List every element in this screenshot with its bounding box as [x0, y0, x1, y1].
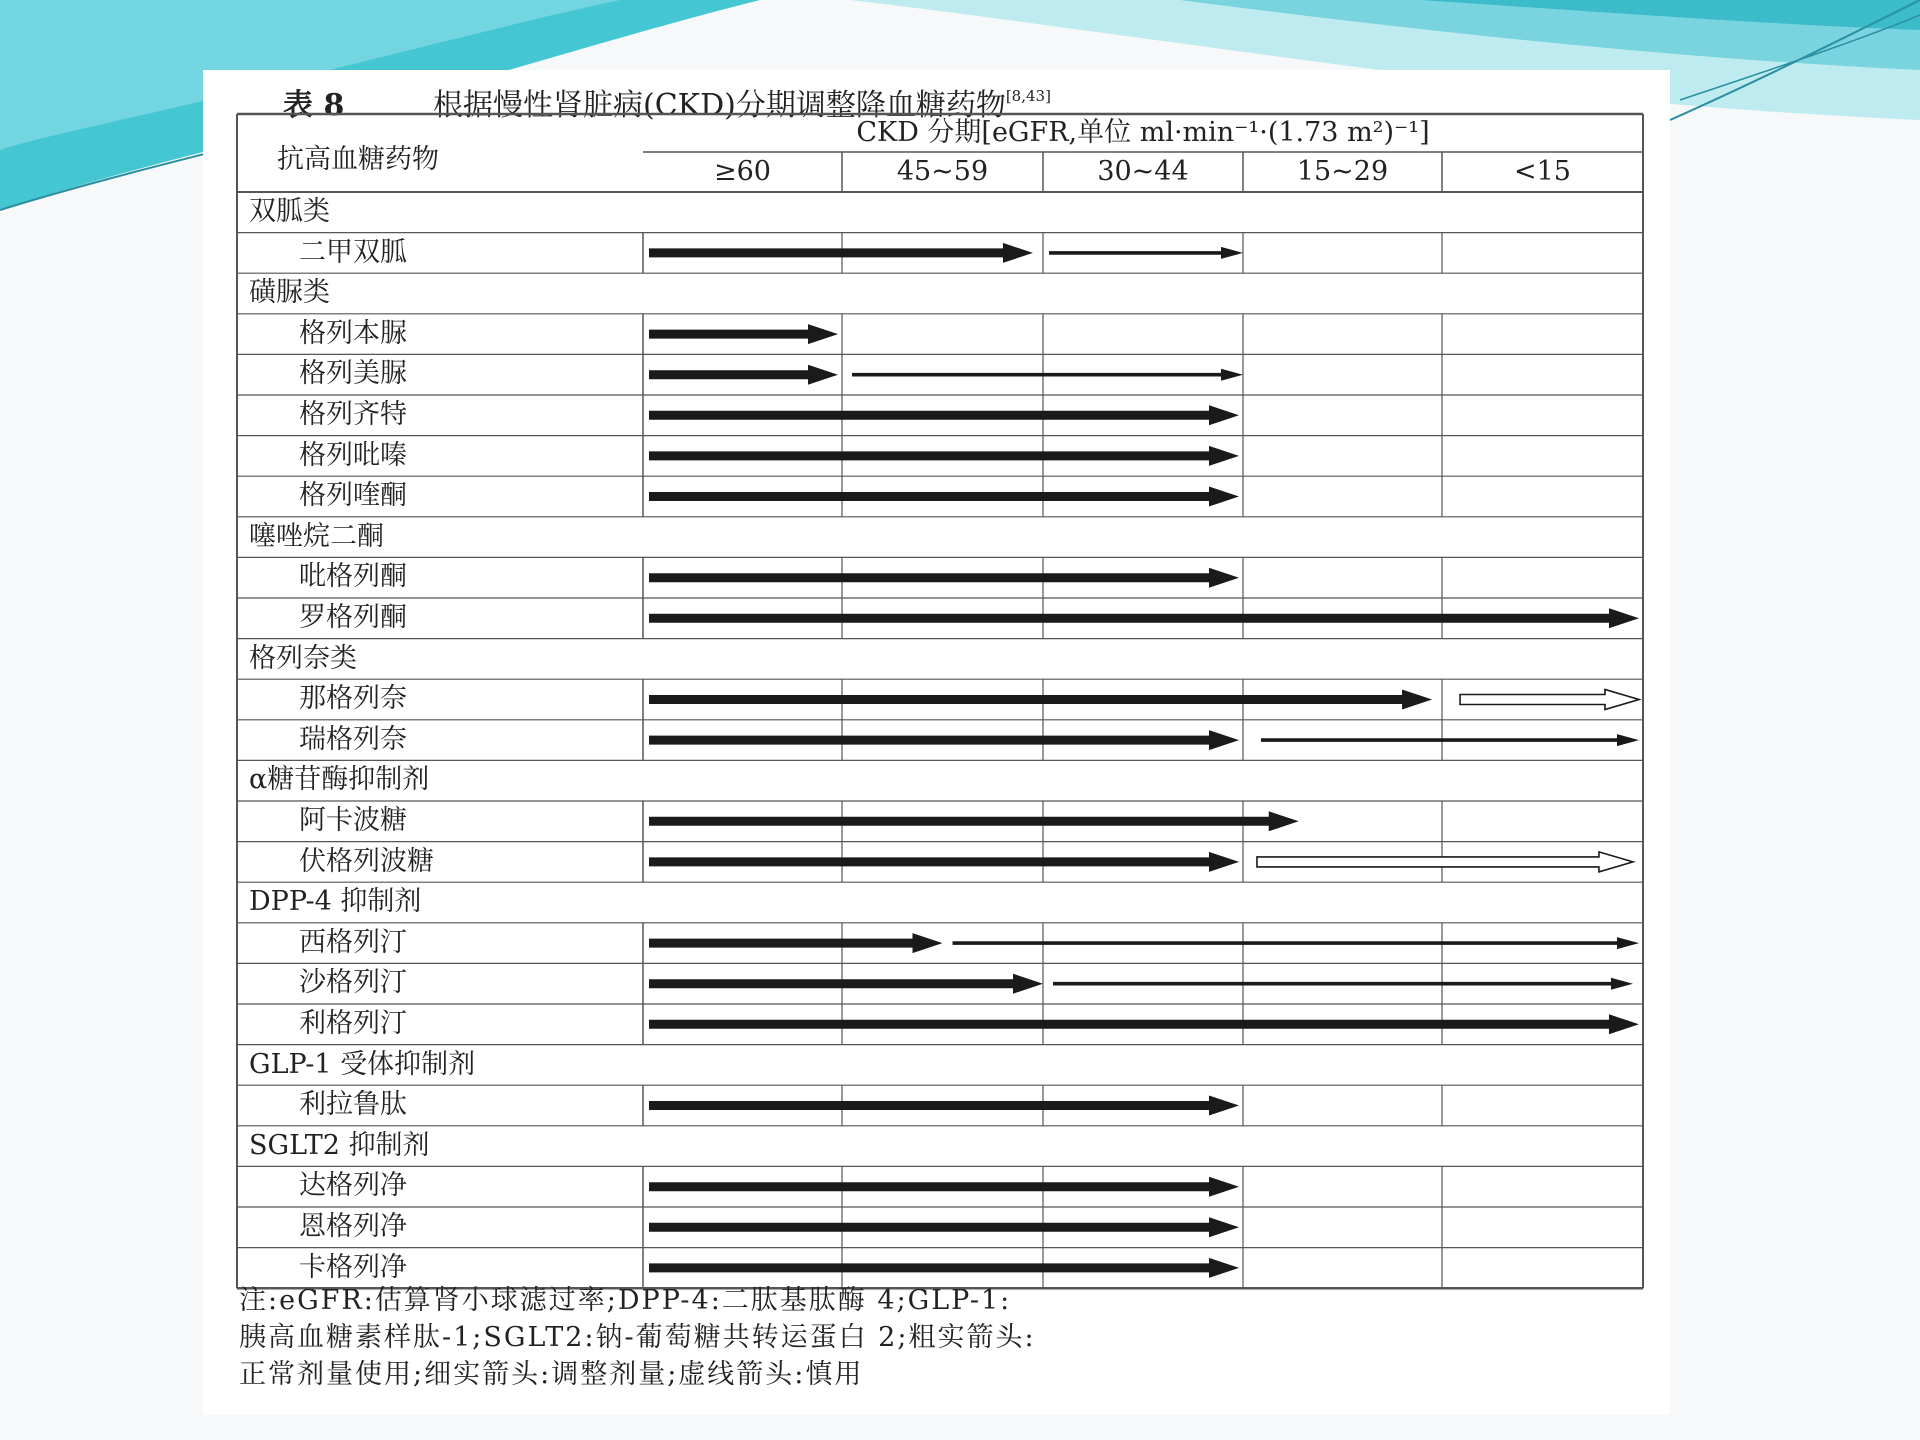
table-title: 根据慢性肾脏病(CKD)分期调整降血糖药物 [433, 88, 1006, 123]
drug-name: 卡格列净 [299, 1251, 407, 1283]
category-label: 格列奈类 [249, 642, 357, 674]
category-label: 噻唑烷二酮 [249, 520, 384, 552]
drug-column-header: 抗高血糖药物 [277, 144, 439, 175]
thin-arrow [953, 937, 1639, 949]
thin-arrow [852, 369, 1243, 381]
thick-arrow [649, 446, 1239, 466]
drug-name: 格列喹酮 [299, 480, 407, 512]
dashed-arrow [1257, 852, 1633, 872]
ckd-stage-group-header: CKD 分期[eGFR,单位 ml·min⁻¹·(1.73 m²)⁻¹] [856, 117, 1430, 148]
category-label: 磺脲类 [249, 277, 330, 309]
drug-name: 瑞格列奈 [299, 723, 407, 755]
thick-arrow [649, 487, 1239, 507]
category-label: 双胍类 [249, 196, 330, 227]
drug-name: 西格列汀 [299, 926, 407, 958]
drug-name: 那格列奈 [299, 683, 407, 715]
thick-arrow [649, 1096, 1239, 1116]
drug-name: 恩格列净 [299, 1211, 407, 1242]
table-reference: [8,43] [1005, 87, 1051, 105]
drug-name: 格列吡嗪 [299, 439, 407, 471]
thick-arrow [649, 1177, 1239, 1197]
thick-arrow [649, 852, 1239, 872]
table-notes [239, 1282, 1659, 1393]
drug-name: 二甲双胍 [299, 236, 407, 268]
thick-arrow [649, 405, 1239, 425]
notes-line: 正常剂量使用;细实箭头:调整剂量;虚线箭头:慎用 [239, 1359, 864, 1390]
drug-name: 格列美脲 [299, 358, 407, 390]
thin-arrow [1261, 734, 1639, 746]
drug-name: 格列本脲 [299, 317, 407, 349]
thin-arrow [1053, 978, 1633, 990]
ckd-drug-table [203, 70, 1670, 1415]
drug-name: 利拉鲁肽 [299, 1089, 407, 1121]
thick-arrow [649, 690, 1432, 710]
thick-arrow [649, 974, 1043, 994]
stage-header-4: <15 [1514, 156, 1571, 187]
drug-name: 达格列净 [299, 1170, 407, 1202]
table-number: 表 8 [283, 88, 345, 123]
thick-arrow [649, 811, 1299, 831]
thick-arrow [649, 365, 838, 385]
notes-line: 注:eGFR:估算肾小球滤过率;DPP-4:二肽基肽酶 4;GLP-1: [239, 1285, 1012, 1316]
drug-name: 吡格列酮 [299, 561, 407, 593]
thick-arrow [649, 1258, 1239, 1278]
thick-arrow [649, 324, 838, 344]
drug-name: 伏格列波糖 [299, 845, 434, 877]
thick-arrow [649, 933, 943, 953]
drug-name: 罗格列酮 [299, 602, 407, 633]
stage-header-2: 30~44 [1097, 156, 1189, 187]
dashed-arrow [1460, 690, 1639, 710]
drug-name: 沙格列汀 [299, 967, 407, 999]
thick-arrow [649, 568, 1239, 588]
drug-name: 利格列汀 [299, 1008, 407, 1039]
category-label: SGLT2 抑制剂 [249, 1129, 430, 1161]
notes-line: 胰高血糖素样肽-1;SGLT2:钠-葡萄糖共转运蛋白 2;粗实箭头: [239, 1322, 1036, 1353]
drug-name: 格列齐特 [299, 399, 407, 430]
thick-arrow [649, 1014, 1639, 1034]
drug-name: 阿卡波糖 [299, 805, 407, 836]
thick-arrow [649, 243, 1033, 263]
stage-header-3: 15~29 [1296, 156, 1389, 187]
table-slide [203, 70, 1670, 1415]
stage-header-1: 45~59 [896, 156, 989, 187]
category-label: α糖苷酶抑制剂 [249, 764, 430, 796]
stage-header-0: ≥60 [714, 156, 771, 187]
thick-arrow [649, 608, 1639, 628]
category-label: GLP-1 受体抑制剂 [249, 1048, 476, 1080]
thick-arrow [649, 730, 1239, 750]
thin-arrow [1049, 247, 1243, 259]
category-label: DPP-4 抑制剂 [249, 886, 422, 918]
thick-arrow [649, 1217, 1239, 1237]
